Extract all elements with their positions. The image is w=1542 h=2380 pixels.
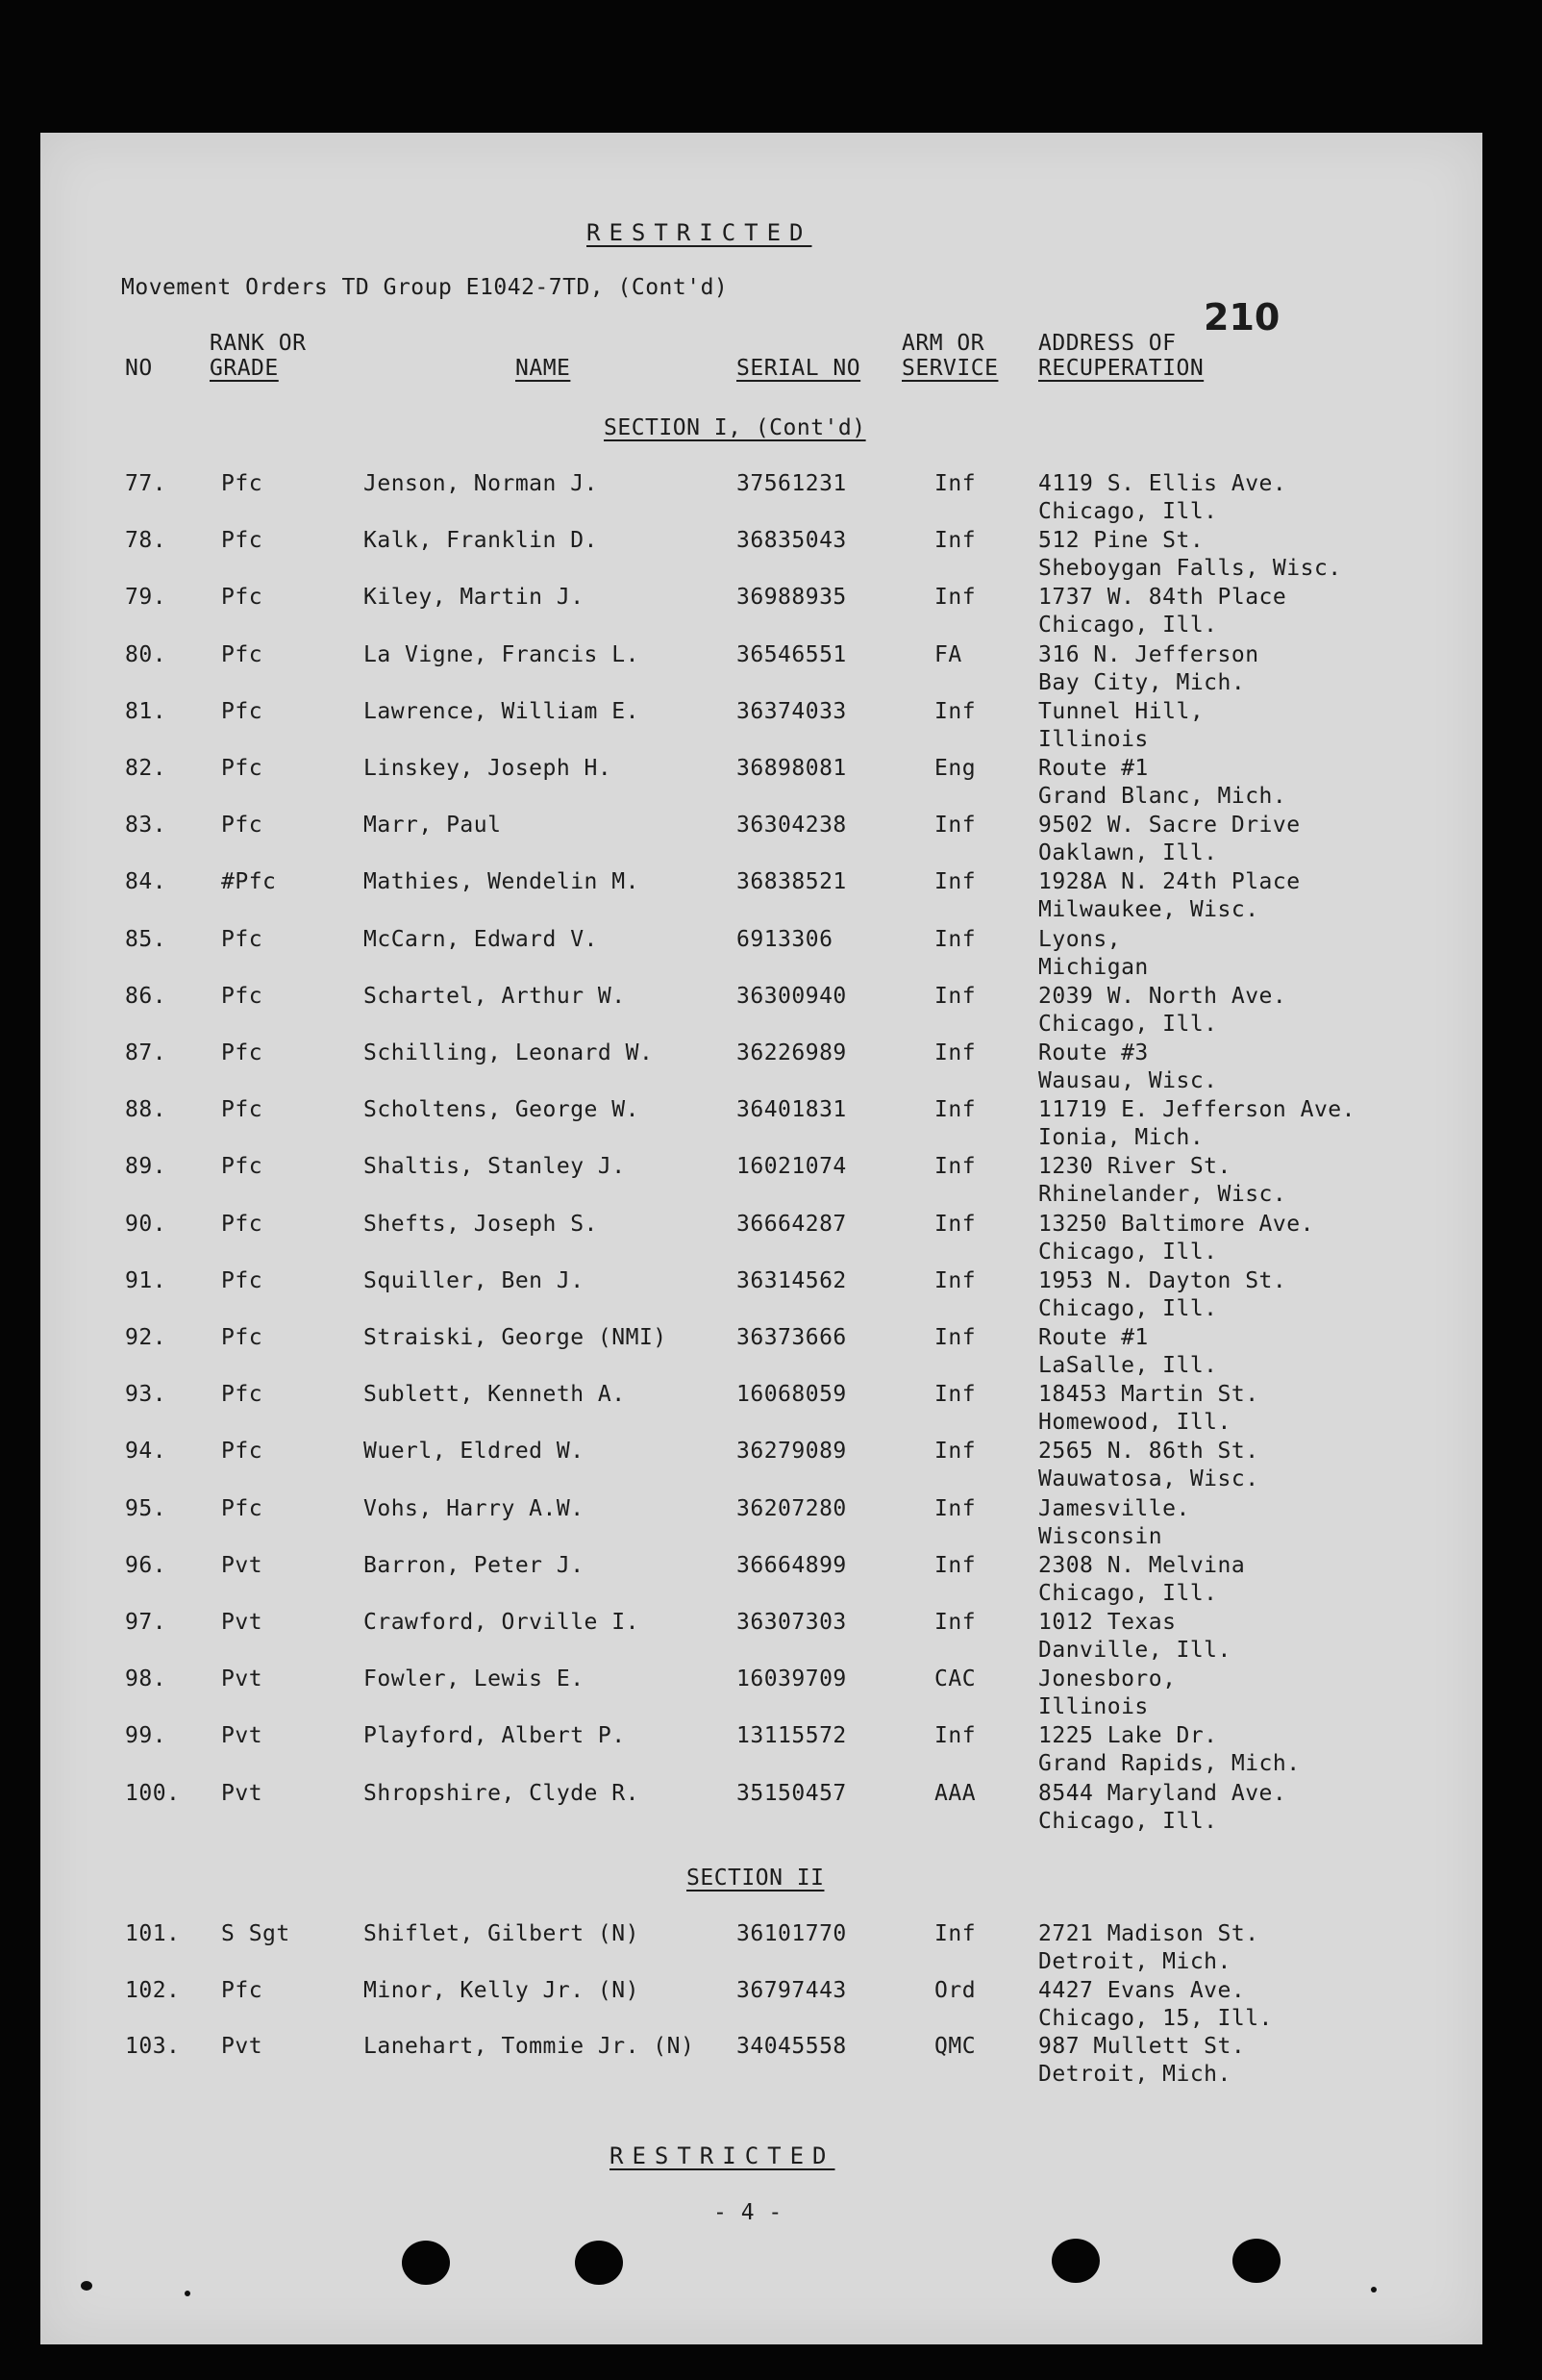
row-grade: Pfc — [221, 1040, 263, 1065]
punch-hole — [575, 2241, 623, 2285]
row-serial: 6913306 — [736, 926, 833, 952]
row-grade: Pfc — [221, 1325, 263, 1350]
row-grade: Pvt — [221, 1723, 263, 1749]
row-address-line1: 1953 N. Dayton St. — [1038, 1267, 1287, 1293]
row-address-line2: Illinois — [1038, 1694, 1149, 1720]
row-name: Crawford, Orville I. — [363, 1610, 639, 1635]
col-header-grade-line2: GRADE — [210, 356, 279, 381]
row-service: Inf — [934, 528, 977, 554]
row-service: Inf — [934, 1723, 977, 1749]
row-service: QMC — [934, 2034, 977, 2059]
row-grade: Pfc — [221, 756, 263, 781]
row-grade: Pfc — [221, 926, 263, 952]
row-grade: S Sgt — [221, 1921, 290, 1946]
row-grade: Pvt — [221, 1780, 263, 1806]
restricted-footer: RESTRICTED — [609, 2142, 835, 2169]
row-number: 97. — [125, 1610, 167, 1635]
row-address-line2: Homewood, Ill. — [1038, 1410, 1231, 1436]
roster-row — [40, 1154, 1482, 1210]
row-address-line1: Route #1 — [1038, 1325, 1149, 1350]
row-number: 85. — [125, 926, 167, 952]
row-address-line1: 4119 S. Ellis Ave. — [1038, 471, 1287, 496]
row-serial: 36307303 — [736, 1610, 847, 1635]
row-grade: Pfc — [221, 585, 263, 611]
row-address-line1: 987 Mullett St. — [1038, 2034, 1246, 2059]
row-name: La Vigne, Francis L. — [363, 641, 639, 667]
roster-row — [40, 1723, 1482, 1779]
row-address-line2: Ionia, Mich. — [1038, 1125, 1205, 1151]
row-name: Vohs, Harry A.W. — [363, 1495, 584, 1521]
row-service: Ord — [934, 1977, 977, 2003]
row-name: Minor, Kelly Jr. (N) — [363, 1977, 639, 2003]
row-grade: Pfc — [221, 983, 263, 1009]
row-address-line2: Wauwatosa, Wisc. — [1038, 1466, 1259, 1492]
row-name: Lawrence, William E. — [363, 698, 639, 724]
page-number: - 4 - — [713, 2200, 783, 2225]
row-address-line1: Route #3 — [1038, 1040, 1149, 1065]
row-serial: 36279089 — [736, 1439, 847, 1465]
row-grade: Pfc — [221, 813, 263, 839]
row-address-line1: 1928A N. 24th Place — [1038, 869, 1301, 895]
row-address-line1: 11719 E. Jefferson Ave. — [1038, 1097, 1355, 1123]
movement-orders-line: Movement Orders TD Group E1042-7TD, (Cont'd) — [121, 275, 729, 300]
roster-row — [40, 813, 1482, 868]
row-number: 84. — [125, 869, 167, 895]
row-name: Squiller, Ben J. — [363, 1267, 584, 1293]
roster-row — [40, 642, 1482, 698]
row-name: Schilling, Leonard W. — [363, 1040, 654, 1065]
roster-row — [40, 756, 1482, 812]
row-grade: Pfc — [221, 1211, 263, 1237]
row-service: Inf — [934, 1495, 977, 1521]
row-address-line2: Danville, Ill. — [1038, 1638, 1231, 1663]
row-service: Inf — [934, 1382, 977, 1408]
roster-row — [40, 1439, 1482, 1494]
row-name: Linskey, Joseph H. — [363, 756, 612, 781]
row-serial: 16068059 — [736, 1382, 847, 1408]
row-grade: Pfc — [221, 528, 263, 554]
row-address-line1: 8544 Maryland Ave. — [1038, 1780, 1287, 1806]
row-grade: Pfc — [221, 1439, 263, 1465]
row-name: Playford, Albert P. — [363, 1723, 626, 1749]
roster-row — [40, 1921, 1482, 1977]
row-grade: Pfc — [221, 1154, 263, 1180]
row-number: 94. — [125, 1439, 167, 1465]
row-service: Inf — [934, 698, 977, 724]
roster-row — [40, 1666, 1482, 1722]
row-name: Jenson, Norman J. — [363, 471, 598, 496]
roster-row — [40, 528, 1482, 584]
row-service: Eng — [934, 756, 977, 781]
ink-speck — [1371, 2287, 1377, 2292]
row-address-line2: Chicago, Ill. — [1038, 1239, 1218, 1265]
row-serial: 36988935 — [736, 585, 847, 611]
row-address-line1: Tunnel Hill, — [1038, 698, 1205, 724]
row-address-line2: Chicago, Ill. — [1038, 1295, 1218, 1321]
punch-hole — [402, 2241, 450, 2285]
row-serial: 36374033 — [736, 698, 847, 724]
row-address-line1: 316 N. Jefferson — [1038, 641, 1259, 667]
row-grade: Pvt — [221, 1552, 263, 1578]
row-address-line2: Chicago, Ill. — [1038, 613, 1218, 639]
row-number: 81. — [125, 698, 167, 724]
roster-row — [40, 2034, 1482, 2090]
row-grade: Pfc — [221, 641, 263, 667]
row-number: 99. — [125, 1723, 167, 1749]
roster-row — [40, 1268, 1482, 1324]
row-service: Inf — [934, 1325, 977, 1350]
roster-row — [40, 585, 1482, 640]
row-grade: Pvt — [221, 2034, 263, 2059]
row-address-line2: Detroit, Mich. — [1038, 2062, 1231, 2087]
row-number: 96. — [125, 1552, 167, 1578]
row-grade: Pfc — [221, 1097, 263, 1123]
row-name: Mathies, Wendelin M. — [363, 869, 639, 895]
row-number: 93. — [125, 1382, 167, 1408]
roster-row — [40, 1978, 1482, 2034]
row-number: 88. — [125, 1097, 167, 1123]
row-address-line2: Chicago, Ill. — [1038, 1580, 1218, 1606]
row-number: 101. — [125, 1921, 181, 1946]
row-service: Inf — [934, 1610, 977, 1635]
row-address-line2: Chicago, 15, Ill. — [1038, 2005, 1273, 2031]
row-address-line1: Jonesboro, — [1038, 1666, 1177, 1692]
col-header-serial: SERIAL NO — [736, 356, 861, 381]
row-address-line1: Route #1 — [1038, 756, 1149, 781]
roster-row — [40, 927, 1482, 983]
row-address-line2: Chicago, Ill. — [1038, 1808, 1218, 1834]
row-serial: 36304238 — [736, 813, 847, 839]
row-address-line1: 1230 River St. — [1038, 1154, 1231, 1180]
punch-hole — [1232, 2239, 1281, 2283]
row-address-line2: Illinois — [1038, 726, 1149, 752]
row-address-line2: Rhinelander, Wisc. — [1038, 1182, 1287, 1208]
section-1-title: SECTION I, (Cont'd) — [604, 415, 866, 440]
row-number: 82. — [125, 756, 167, 781]
row-name: Shropshire, Clyde R. — [363, 1780, 639, 1806]
row-service: CAC — [934, 1666, 977, 1692]
row-service: Inf — [934, 585, 977, 611]
row-address-line1: 13250 Baltimore Ave. — [1038, 1211, 1314, 1237]
row-grade: Pvt — [221, 1610, 263, 1635]
row-name: Shaltis, Stanley J. — [363, 1154, 626, 1180]
row-name: Shefts, Joseph S. — [363, 1211, 598, 1237]
row-serial: 36838521 — [736, 869, 847, 895]
row-service: Inf — [934, 983, 977, 1009]
row-name: Lanehart, Tommie Jr. (N) — [363, 2034, 695, 2059]
page-stamp-number: 210 — [1204, 296, 1281, 338]
col-header-address-line1: ADDRESS OF — [1038, 331, 1177, 356]
punch-hole — [1052, 2239, 1100, 2283]
row-address-line1: 18453 Martin St. — [1038, 1382, 1259, 1408]
row-service: Inf — [934, 1040, 977, 1065]
row-address-line1: Jamesville. — [1038, 1495, 1190, 1521]
col-header-grade-line1: RANK OR — [210, 331, 307, 356]
row-address-line2: Milwaukee, Wisc. — [1038, 897, 1259, 923]
row-service: Inf — [934, 1097, 977, 1123]
row-name: Shiflet, Gilbert (N) — [363, 1921, 639, 1946]
ink-speck — [81, 2281, 92, 2291]
row-name: Straiski, George (NMI) — [363, 1325, 667, 1350]
row-number: 98. — [125, 1666, 167, 1692]
section-2-title: SECTION II — [686, 1866, 825, 1891]
row-service: Inf — [934, 471, 977, 496]
row-grade: Pfc — [221, 698, 263, 724]
roster-row — [40, 1781, 1482, 1837]
row-number: 91. — [125, 1267, 167, 1293]
row-name: Marr, Paul — [363, 813, 502, 839]
row-service: AAA — [934, 1780, 977, 1806]
row-address-line2: Bay City, Mich. — [1038, 669, 1246, 695]
roster-row — [40, 1212, 1482, 1267]
row-number: 77. — [125, 471, 167, 496]
row-name: Wuerl, Eldred W. — [363, 1439, 584, 1465]
row-address-line2: Wausau, Wisc. — [1038, 1068, 1218, 1093]
roster-row — [40, 1496, 1482, 1552]
row-service: Inf — [934, 869, 977, 895]
row-service: FA — [934, 641, 962, 667]
row-name: Fowler, Lewis E. — [363, 1666, 584, 1692]
row-serial: 16021074 — [736, 1154, 847, 1180]
row-number: 83. — [125, 813, 167, 839]
row-address-line1: 1225 Lake Dr. — [1038, 1723, 1218, 1749]
ink-speck — [185, 2291, 190, 2296]
roster-row — [40, 699, 1482, 755]
row-address-line1: 2039 W. North Ave. — [1038, 983, 1287, 1009]
row-name: Scholtens, George W. — [363, 1097, 639, 1123]
row-number: 86. — [125, 983, 167, 1009]
row-name: Sublett, Kenneth A. — [363, 1382, 626, 1408]
roster-row — [40, 471, 1482, 527]
row-number: 80. — [125, 641, 167, 667]
document-page — [40, 133, 1482, 2344]
row-address-line1: 2721 Madison St. — [1038, 1921, 1259, 1946]
row-name: Schartel, Arthur W. — [363, 983, 626, 1009]
row-number: 90. — [125, 1211, 167, 1237]
row-serial: 36898081 — [736, 756, 847, 781]
row-address-line2: Grand Blanc, Mich. — [1038, 784, 1287, 809]
row-address-line1: 1737 W. 84th Place — [1038, 585, 1287, 611]
row-grade: Pfc — [221, 1977, 263, 2003]
row-address-line1: 512 Pine St. — [1038, 528, 1205, 554]
row-address-line2: Grand Rapids, Mich. — [1038, 1751, 1301, 1777]
roster-row — [40, 1325, 1482, 1381]
row-number: 78. — [125, 528, 167, 554]
row-number: 102. — [125, 1977, 181, 2003]
row-address-line1: 9502 W. Sacre Drive — [1038, 813, 1301, 839]
roster-row — [40, 1097, 1482, 1153]
row-address-line2: Michigan — [1038, 954, 1149, 980]
row-number: 87. — [125, 1040, 167, 1065]
row-serial: 36546551 — [736, 641, 847, 667]
row-serial: 36207280 — [736, 1495, 847, 1521]
row-address-line2: Wisconsin — [1038, 1523, 1163, 1549]
row-number: 100. — [125, 1780, 181, 1806]
row-name: Barron, Peter J. — [363, 1552, 584, 1578]
row-serial: 34045558 — [736, 2034, 847, 2059]
col-header-service-line2: SERVICE — [902, 356, 999, 381]
row-grade: Pfc — [221, 1267, 263, 1293]
row-service: Inf — [934, 813, 977, 839]
row-service: Inf — [934, 1267, 977, 1293]
row-serial: 36401831 — [736, 1097, 847, 1123]
row-service: Inf — [934, 1154, 977, 1180]
row-serial: 36835043 — [736, 528, 847, 554]
restricted-header: RESTRICTED — [586, 219, 812, 246]
row-address-line1: Lyons, — [1038, 926, 1122, 952]
row-service: Inf — [934, 1439, 977, 1465]
row-address-line2: Chicago, Ill. — [1038, 1011, 1218, 1037]
roster-row — [40, 869, 1482, 925]
roster-row — [40, 984, 1482, 1040]
roster-row — [40, 1040, 1482, 1096]
row-address-line2: Oaklawn, Ill. — [1038, 840, 1218, 866]
row-address-line2: Chicago, Ill. — [1038, 499, 1218, 524]
roster-row — [40, 1610, 1482, 1666]
row-name: Kiley, Martin J. — [363, 585, 584, 611]
row-service: Inf — [934, 1211, 977, 1237]
row-grade: Pvt — [221, 1666, 263, 1692]
row-grade: Pfc — [221, 1382, 263, 1408]
col-header-no: NO — [125, 356, 153, 381]
row-grade: Pfc — [221, 471, 263, 496]
row-number: 95. — [125, 1495, 167, 1521]
row-serial: 36664287 — [736, 1211, 847, 1237]
col-header-address-line2: RECUPERATION — [1038, 356, 1205, 381]
row-name: McCarn, Edward V. — [363, 926, 598, 952]
row-service: Inf — [934, 926, 977, 952]
row-serial: 13115572 — [736, 1723, 847, 1749]
row-address-line1: 2308 N. Melvina — [1038, 1552, 1246, 1578]
col-header-name: NAME — [515, 356, 571, 381]
row-address-line2: Detroit, Mich. — [1038, 1949, 1231, 1974]
row-service: Inf — [934, 1921, 977, 1946]
row-grade: #Pfc — [221, 869, 277, 895]
roster-row — [40, 1382, 1482, 1438]
row-address-line2: LaSalle, Ill. — [1038, 1353, 1218, 1378]
row-serial: 36314562 — [736, 1267, 847, 1293]
roster-row — [40, 1553, 1482, 1609]
row-serial: 36300940 — [736, 983, 847, 1009]
row-address-line1: 2565 N. 86th St. — [1038, 1439, 1259, 1465]
row-service: Inf — [934, 1552, 977, 1578]
row-serial: 37561231 — [736, 471, 847, 496]
row-number: 92. — [125, 1325, 167, 1350]
row-serial: 36226989 — [736, 1040, 847, 1065]
row-name: Kalk, Franklin D. — [363, 528, 598, 554]
row-serial: 36101770 — [736, 1921, 847, 1946]
col-header-service-line1: ARM OR — [902, 331, 985, 356]
row-serial: 36797443 — [736, 1977, 847, 2003]
row-serial: 35150457 — [736, 1780, 847, 1806]
row-address-line2: Sheboygan Falls, Wisc. — [1038, 556, 1342, 582]
row-number: 89. — [125, 1154, 167, 1180]
row-grade: Pfc — [221, 1495, 263, 1521]
row-address-line1: 4427 Evans Ave. — [1038, 1977, 1246, 2003]
row-number: 103. — [125, 2034, 181, 2059]
row-serial: 16039709 — [736, 1666, 847, 1692]
row-serial: 36373666 — [736, 1325, 847, 1350]
row-number: 79. — [125, 585, 167, 611]
row-address-line1: 1012 Texas — [1038, 1610, 1177, 1635]
row-serial: 36664899 — [736, 1552, 847, 1578]
